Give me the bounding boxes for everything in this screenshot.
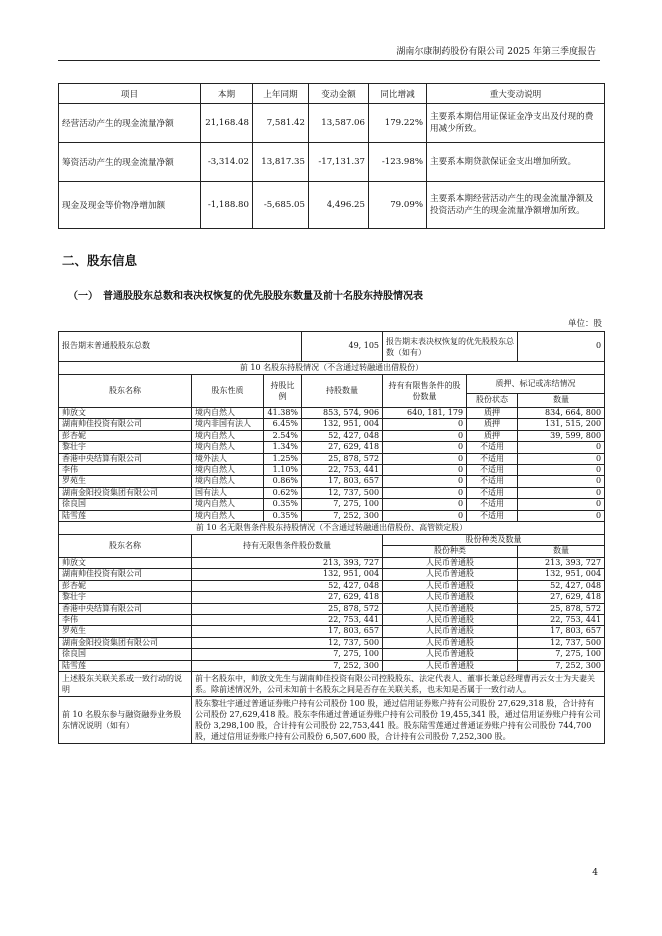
cell: 7, 252, 300 — [302, 510, 383, 521]
summary-label-2: 报告期末表决权恢复的优先股股东总数（如有） — [383, 332, 518, 362]
cell: 7, 252, 300 — [518, 660, 605, 671]
cell: 0 — [383, 510, 467, 521]
cell: 27, 629, 418 — [192, 592, 383, 603]
cell: 2.54% — [264, 430, 302, 441]
col-header: 持有有限售条件的股份数量 — [383, 375, 467, 408]
cell: 境外法人 — [192, 453, 264, 464]
cell: 0 — [383, 430, 467, 441]
cell: 人民币普通股 — [383, 603, 518, 614]
col-header: 股份状态 — [467, 394, 518, 408]
table-row — [59, 487, 605, 498]
cell: 7, 275, 100 — [518, 649, 605, 660]
cell: 人民币普通股 — [383, 580, 518, 591]
cell-note: 主要系本期信用证保证金净支出及付现的费用减少所致。 — [427, 104, 605, 143]
col-header: 股份种类及数量 — [383, 535, 605, 546]
cell: 7, 275, 100 — [302, 499, 383, 510]
row-label: 经营活动产生的现金流量净额 — [59, 104, 201, 143]
table-row — [59, 603, 605, 614]
cell: -1,188.80 — [201, 182, 253, 229]
cell: 13,817.35 — [253, 143, 309, 182]
margin-label: 前 10 名股东参与融资融券业务股东情况说明（如有） — [59, 696, 192, 743]
cell: 0 — [518, 499, 605, 510]
cell: 质押 — [467, 408, 518, 419]
cell: 25, 878, 572 — [302, 453, 383, 464]
cell: 12, 737, 500 — [302, 487, 383, 498]
cell: 不适用 — [467, 442, 518, 453]
col-header: 持股比例 — [264, 375, 302, 408]
shareholder-table — [58, 331, 605, 744]
cell: 27, 629, 418 — [518, 592, 605, 603]
shareholder-name: 彭杏妮 — [59, 580, 192, 591]
cell: 131, 515, 200 — [518, 419, 605, 430]
cell: 0 — [383, 499, 467, 510]
table-row — [59, 143, 605, 182]
col-header: 股东名称 — [59, 535, 192, 558]
cell: 13,587.06 — [309, 104, 369, 143]
cell-note: 主要系本期贷款保证金支出增加所致。 — [427, 143, 605, 182]
cell: 0.35% — [264, 499, 302, 510]
cell: 境内自然人 — [192, 476, 264, 487]
table-row — [59, 453, 605, 464]
cell: 6.45% — [264, 419, 302, 430]
cell: 7,581.42 — [253, 104, 309, 143]
cell: 不适用 — [467, 499, 518, 510]
table-row — [59, 626, 605, 637]
cell: -123.98% — [369, 143, 427, 182]
cell: 人民币普通股 — [383, 649, 518, 660]
cell: 12, 737, 500 — [518, 637, 605, 648]
table-row — [59, 557, 605, 568]
cell: 不适用 — [467, 465, 518, 476]
cell: 0 — [383, 453, 467, 464]
col-header: 股东性质 — [192, 375, 264, 408]
table-row — [59, 649, 605, 660]
shareholder-name: 李伟 — [59, 465, 192, 476]
cell: 质押 — [467, 419, 518, 430]
table-row — [59, 660, 605, 671]
cell: 7, 252, 300 — [192, 660, 383, 671]
cell: -17,131.37 — [309, 143, 369, 182]
cell: 132, 951, 004 — [518, 569, 605, 580]
cell: 52, 427, 048 — [518, 580, 605, 591]
row-label: 筹资活动产生的现金流量净额 — [59, 143, 201, 182]
cell: 人民币普通股 — [383, 557, 518, 568]
table-row — [59, 419, 605, 430]
table-row — [59, 430, 605, 441]
shareholder-name: 罗苑生 — [59, 626, 192, 637]
cell: 834, 664, 800 — [518, 408, 605, 419]
cell: 0 — [518, 453, 605, 464]
cell: 17, 803, 657 — [302, 476, 383, 487]
section-subtitle: （一） 普通股股东总数和表决权恢复的优先股股东数量及前十名股东持股情况表 — [68, 291, 423, 302]
unit-label: 单位：股 — [567, 319, 602, 329]
shareholder-name: 黎壮宇 — [59, 442, 192, 453]
page-number: 4 — [592, 868, 598, 878]
table-header-row — [59, 84, 605, 104]
cell: 0 — [518, 442, 605, 453]
table-row — [59, 442, 605, 453]
cell: 质押 — [467, 430, 518, 441]
table-row — [59, 408, 605, 419]
table-header-row — [59, 375, 605, 394]
cell: 0 — [518, 465, 605, 476]
cell: 22, 753, 441 — [302, 465, 383, 476]
cell: 不适用 — [467, 487, 518, 498]
shareholder-name: 陆雪莲 — [59, 660, 192, 671]
cell: 22, 753, 441 — [192, 614, 383, 625]
table-row — [59, 569, 605, 580]
col-header: 上年同期 — [253, 84, 309, 104]
shareholder-name: 黎壮宇 — [59, 592, 192, 603]
shareholder-name: 徐良国 — [59, 649, 192, 660]
header-rule — [58, 60, 600, 61]
cell: 21,168.48 — [201, 104, 253, 143]
cell: 132, 951, 004 — [192, 569, 383, 580]
summary-value: 49, 105 — [302, 332, 383, 362]
relation-row — [59, 671, 605, 696]
table-row — [59, 592, 605, 603]
top10-title: 前 10 名股东持股情况（不含通过转融通出借股份） — [59, 362, 605, 375]
cell: 0 — [383, 442, 467, 453]
cell: 0.35% — [264, 510, 302, 521]
shareholder-name: 湖南金阳投资集团有限公司 — [59, 487, 192, 498]
col-header: 本期 — [201, 84, 253, 104]
col-header: 股份种类 — [383, 546, 518, 557]
cell: 0 — [383, 419, 467, 430]
cell: 境内非国有法人 — [192, 419, 264, 430]
relation-text: 前十名股东中，帅放文先生与湖南帅佳投资有限公司控股股东、法定代表人、董事长兼总经理曹再云女士为夫妻关系。除前述情况外，公司未知前十名股东之间是否存在关联关系，也未知是否属于一致行动人。 — [192, 671, 605, 696]
relation-label: 上述股东关联关系或一致行动的说明 — [59, 671, 192, 696]
cell: 27, 629, 418 — [302, 442, 383, 453]
row-label: 现金及现金等价物净增加额 — [59, 182, 201, 229]
cell: 853, 574, 906 — [302, 408, 383, 419]
cell: 人民币普通股 — [383, 637, 518, 648]
summary-label: 报告期末普通股股东总数 — [59, 332, 302, 362]
section-row — [59, 362, 605, 375]
section-title: 二、股东信息 — [62, 253, 138, 268]
cell: 人民币普通股 — [383, 660, 518, 671]
cell: 1.25% — [264, 453, 302, 464]
cell: 213, 393, 727 — [192, 557, 383, 568]
table-row — [59, 104, 605, 143]
table-header-row — [59, 535, 605, 546]
cell: 不适用 — [467, 476, 518, 487]
cell: 境内自然人 — [192, 510, 264, 521]
cell: 213, 393, 727 — [518, 557, 605, 568]
cell: 1.10% — [264, 465, 302, 476]
cell: 39, 599, 800 — [518, 430, 605, 441]
unres-title: 前 10 名无限售条件股东持股情况（不含通过转融通出借股份、高管锁定股） — [59, 522, 605, 535]
shareholder-name: 陆雪莲 — [59, 510, 192, 521]
cell: 0.86% — [264, 476, 302, 487]
summary-value-2: 0 — [518, 332, 605, 362]
shareholder-name: 湖南金阳投资集团有限公司 — [59, 637, 192, 648]
cell: 52, 427, 048 — [302, 430, 383, 441]
table-row — [59, 182, 605, 229]
table-row — [59, 476, 605, 487]
cell: -5,685.05 — [253, 182, 309, 229]
cell: 0 — [518, 510, 605, 521]
cell: 0 — [518, 487, 605, 498]
cell: 0.62% — [264, 487, 302, 498]
cell: 17, 803, 657 — [192, 626, 383, 637]
cell: 人民币普通股 — [383, 569, 518, 580]
table-row — [59, 499, 605, 510]
shareholder-name: 湖南帅佳投资有限公司 — [59, 569, 192, 580]
col-header: 持有无限售条件股份数量 — [192, 535, 383, 558]
table-row — [59, 637, 605, 648]
shareholder-name: 帅放文 — [59, 408, 192, 419]
cell: 1.34% — [264, 442, 302, 453]
cell: 4,496.25 — [309, 182, 369, 229]
cell: 0 — [383, 476, 467, 487]
cell: 不适用 — [467, 453, 518, 464]
cell: 17, 803, 657 — [518, 626, 605, 637]
cell: 0 — [383, 487, 467, 498]
cell: 境内自然人 — [192, 442, 264, 453]
section-row — [59, 522, 605, 535]
cell: 179.22% — [369, 104, 427, 143]
cell: 境内自然人 — [192, 499, 264, 510]
col-header: 项目 — [59, 84, 201, 104]
cell: 25, 878, 572 — [518, 603, 605, 614]
shareholder-name: 香港中央结算有限公司 — [59, 453, 192, 464]
col-header: 变动金额 — [309, 84, 369, 104]
col-header: 数量 — [518, 546, 605, 557]
cell: 52, 427, 048 — [192, 580, 383, 591]
shareholder-name: 帅放文 — [59, 557, 192, 568]
shareholder-name: 香港中央结算有限公司 — [59, 603, 192, 614]
col-header: 持股数量 — [302, 375, 383, 408]
margin-row — [59, 696, 605, 743]
shareholder-name: 湖南帅佳投资有限公司 — [59, 419, 192, 430]
cell: 国有法人 — [192, 487, 264, 498]
cell: 7, 275, 100 — [192, 649, 383, 660]
col-header: 数量 — [518, 394, 605, 408]
cell: 22, 753, 441 — [518, 614, 605, 625]
cell: 境内自然人 — [192, 408, 264, 419]
report-header: 湖南尔康制药股份有限公司 2025 年第三季度报告 — [396, 47, 596, 57]
cell: 境内自然人 — [192, 465, 264, 476]
cell-note: 主要系本期经营活动产生的现金流量净额及投资活动产生的现金流量净额增加所致。 — [427, 182, 605, 229]
cell: 79.09% — [369, 182, 427, 229]
shareholder-name: 罗苑生 — [59, 476, 192, 487]
cell: 境内自然人 — [192, 430, 264, 441]
cashflow-table — [58, 83, 605, 229]
cell: 12, 737, 500 — [192, 637, 383, 648]
cell: 132, 951, 004 — [302, 419, 383, 430]
cell: 25, 878, 572 — [192, 603, 383, 614]
cell: 0 — [383, 465, 467, 476]
table-row — [59, 510, 605, 521]
cell: 人民币普通股 — [383, 614, 518, 625]
shareholder-name: 徐良国 — [59, 499, 192, 510]
cell: 41.38% — [264, 408, 302, 419]
table-row — [59, 614, 605, 625]
col-header: 重大变动说明 — [427, 84, 605, 104]
table-row — [59, 580, 605, 591]
cell: 人民币普通股 — [383, 626, 518, 637]
col-header: 同比增减 — [369, 84, 427, 104]
shareholder-name: 彭杏妮 — [59, 430, 192, 441]
cell: 640, 181, 179 — [383, 408, 467, 419]
cell: 0 — [518, 476, 605, 487]
cell: 人民币普通股 — [383, 592, 518, 603]
cell: -3,314.02 — [201, 143, 253, 182]
summary-row — [59, 332, 605, 362]
shareholder-name: 李伟 — [59, 614, 192, 625]
cell: 不适用 — [467, 510, 518, 521]
col-header: 股东名称 — [59, 375, 192, 408]
table-row — [59, 465, 605, 476]
col-header: 质押、标记或冻结情况 — [467, 375, 605, 394]
margin-text: 股东黎壮宇通过普通证券账户持有公司股份 100 股，通过信用证券账户持有公司股份 27,629,318 股，合计持有公司股份 27,629,418 股。股东李伟通过普通证券账户持有公司股份 19,455,341 股，通过信用证券账户持有公司股份 3,298,100 股，合计持有公司股份 22,753,441 股。股东陆雪莲通过普通证券账户持有公司股份 744,700 股，通过信用证券账户持有公司股份 6,507,600 股，合计持有公司股份 7,252,300 股。 — [192, 696, 605, 743]
